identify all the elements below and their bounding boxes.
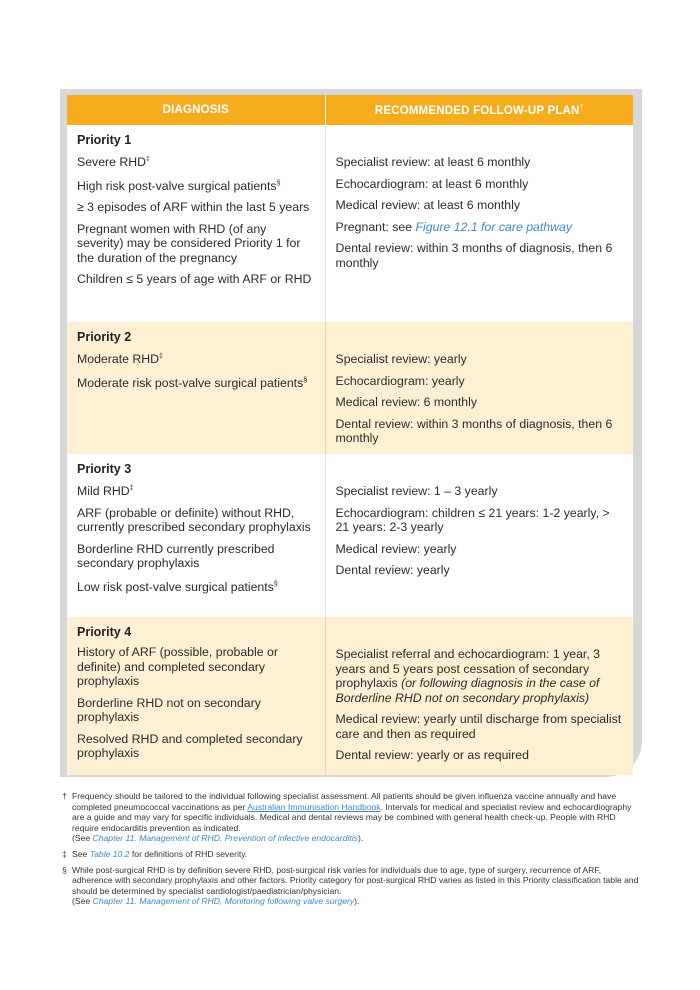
table-10-2-link[interactable]: Table 10.2 bbox=[89, 848, 130, 859]
diagnosis-item: Low risk post-valve surgical patients§ bbox=[77, 579, 278, 594]
diagnosis-item: History of ARF (possible, probable or definite) and completed secondary prophylaxis bbox=[77, 645, 278, 688]
plan-cell bbox=[325, 322, 633, 454]
diagnosis-cell bbox=[67, 322, 325, 454]
diagnosis-item: Children ≤ 5 years of age with ARF or RHD bbox=[77, 272, 312, 287]
plan-item: Echocardiogram: yearly bbox=[335, 373, 465, 388]
diagnosis-item: Pregnant women with RHD (of any severity) may be considered Priority 1 for the duration of the pregnancy bbox=[77, 221, 301, 265]
plan-item: Dental review: within 3 months of diagnosis, then 6 monthly bbox=[335, 416, 613, 445]
table-row-priority-4 bbox=[67, 617, 633, 775]
chapter-11-valve-surgery-link[interactable]: Chapter 11. Management of RHD, Monitoring following valve surgery bbox=[92, 896, 355, 907]
diagnosis-item: Borderline RHD not on secondary prophylaxis bbox=[77, 695, 261, 724]
diagnosis-item: Resolved RHD and completed secondary prophylaxis bbox=[77, 731, 303, 760]
table-header-row bbox=[67, 95, 633, 125]
plan-item: Specialist review: 1 – 3 yearly bbox=[335, 484, 498, 498]
plan-item: Medical review: at least 6 monthly bbox=[335, 198, 521, 212]
plan-item: Echocardiogram: at least 6 monthly bbox=[335, 176, 529, 191]
plan-item: Medical review: yearly until discharge from specialist care and then as required bbox=[335, 712, 622, 741]
plan-item: Medical review: 6 monthly bbox=[335, 395, 477, 409]
diagnosis-item: Mild RHD‡ bbox=[77, 484, 134, 499]
plan-item: Echocardiogram: children ≤ 21 years: 1-2 yearly, > 21 years: 2-3 yearly bbox=[335, 505, 610, 534]
diagnosis-cell bbox=[67, 617, 325, 775]
header-follow-up-plan: RECOMMENDED FOLLOW-UP PLAN† bbox=[325, 95, 633, 125]
diagnosis-item: Moderate risk post-valve surgical patients§ bbox=[77, 375, 308, 390]
figure-12-1-link[interactable]: Figure 12.1 for care pathway bbox=[415, 219, 573, 234]
plan-item: Specialist review: at least 6 monthly bbox=[335, 155, 531, 169]
priority-title: Priority 3 bbox=[77, 462, 132, 476]
diagnosis-item: ≥ 3 episodes of ARF within the last 5 years bbox=[77, 200, 310, 215]
footnote-section: § While post-surgical RHD is by definition severe RHD, post-surgical risk varies for individuals due to age, type of surgery, recurrence of ARF, adherence with secondary prophylaxis and other factors. Priority category for post-surgical RHD varies as listed in this Priority classification table and should be determined by specialist cardiologist/paediatrician/physician. (See Chapter 11. Management of RHD, Monitoring following valve surgery). bbox=[62, 864, 639, 907]
footnote-dagger: † Frequency should be tailored to the individual following specialist assessment. All patients should be given influenza vaccine annually and have completed pneumococcal vaccinations as per Australian Immunisation Handbook. Intervals for medical and specialist review and echocardiography are a guide and may vary for specific individuals. Medical and dental reviews may be combined with general health check-up. People with RHD require endocarditis prevention as indicated. (See Chapter 11. Management of RHD, Prevention of infective endocarditis). bbox=[62, 791, 632, 844]
dagger-mark: † bbox=[579, 103, 584, 111]
header-diagnosis: DIAGNOSIS bbox=[67, 95, 325, 125]
plan-cell bbox=[325, 125, 633, 322]
plan-item: Specialist review: yearly bbox=[335, 352, 467, 366]
footnote-double-dagger: ‡ See Table 10.2 for definitions of RHD severity. bbox=[62, 848, 248, 859]
plan-cell bbox=[325, 454, 633, 617]
plan-item: Specialist referral and echocardiogram: 1 year, 3 years and 5 years post cessation of secondary prophylaxis (or following diagnosis in the case of Borderline RHD not on secondary prophylaxis) bbox=[335, 647, 601, 705]
footnote-mark: § bbox=[62, 864, 67, 875]
diagnosis-cell bbox=[67, 454, 325, 617]
table-row-priority-2 bbox=[67, 322, 633, 454]
plan-item: Medical review: yearly bbox=[335, 541, 457, 556]
priority-title: Priority 2 bbox=[77, 330, 132, 344]
footnote-mark: † bbox=[62, 791, 67, 801]
plan-item: Dental review: yearly or as required bbox=[335, 748, 529, 762]
diagnosis-item: Severe RHD‡ bbox=[77, 155, 150, 170]
table-row-priority-3 bbox=[67, 454, 633, 617]
diagnosis-item: High risk post-valve surgical patients§ bbox=[77, 178, 281, 193]
plan-item: Dental review: yearly bbox=[335, 563, 450, 577]
footnote-mark: ‡ bbox=[62, 848, 67, 859]
footnotes bbox=[62, 791, 640, 912]
immunisation-handbook-link[interactable]: Australian Immunisation Handbook bbox=[247, 801, 381, 812]
diagnosis-item: Moderate RHD‡ bbox=[77, 352, 163, 367]
plan-item: Pregnant: see Figure 12.1 for care pathway bbox=[335, 219, 573, 234]
diagnosis-cell bbox=[67, 125, 325, 322]
plan-cell bbox=[325, 617, 633, 775]
diagnosis-item: ARF (probable or definite) without RHD, currently prescribed secondary prophylaxis bbox=[77, 505, 311, 535]
table-row-priority-1 bbox=[67, 125, 633, 322]
priority-title: Priority 1 bbox=[77, 133, 132, 147]
priority-title: Priority 4 bbox=[77, 625, 132, 639]
diagnosis-item: Borderline RHD currently prescribed secondary prophylaxis bbox=[77, 541, 275, 571]
chapter-11-endocarditis-link[interactable]: Chapter 11. Management of RHD, Prevention of infective endocarditis bbox=[92, 833, 358, 844]
priority-table bbox=[67, 95, 633, 775]
plan-item: Dental review: within 3 months of diagnosis, then 6 monthly bbox=[335, 241, 613, 270]
